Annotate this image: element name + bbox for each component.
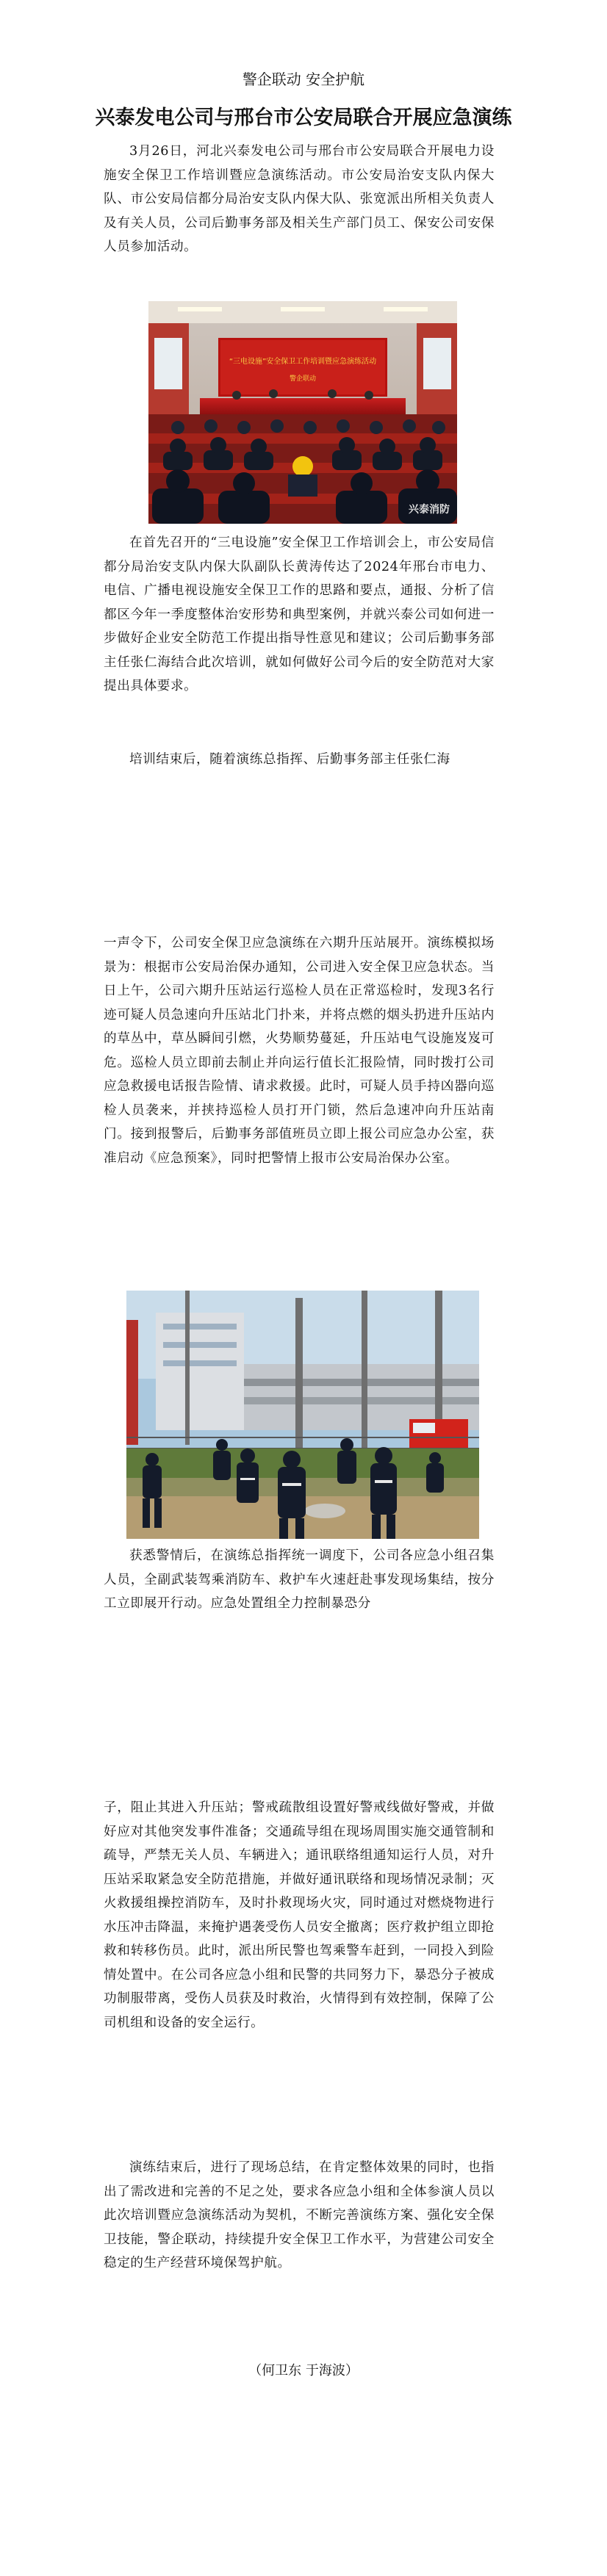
training-meeting-illustration	[148, 301, 457, 524]
paragraph-4-start: 获悉警情后，在演练总指挥统一调度下，公司各应急小组召集人员，全副武装驾乘消防车、救护车火速赶赴事发现场集结，按分工立即展开行动。应急处置组全力控制暴恐分	[104, 1548, 495, 1611]
article-subtitle: 警企联动 安全护航	[242, 71, 365, 88]
byline: （何卫东 于海波）	[248, 2363, 359, 2378]
drill-scene-photo	[126, 1291, 479, 1539]
article-title: 兴泰发电公司与邢台市公安局联合开展应急演练	[95, 107, 512, 129]
paragraph-3-start: 培训结束后，随着演练总指挥、后勤事务部主任张仁海	[129, 752, 450, 767]
banner-subtext: 警企联动	[289, 375, 317, 383]
training-meeting-photo	[148, 301, 457, 524]
paragraph-5: 演练结束后，进行了现场总结，在肯定整体效果的同时，也指出了需改进和完善的不足之处，要求各应急小组和全体参演人员以此次培训暨应急演练活动为契机，不断完善演练方案、强化安全保卫技能，警企联动，持续提升安全保卫工作水平，为营建公司安全稳定的生产经营环境保驾护航。	[104, 2160, 495, 2270]
paragraph-1: 3月26日，河北兴泰发电公司与邢台市公安局联合开展电力设施安全保卫工作培训暨应急演练活动。市公安局治安支队内保大队、市公安局信都分局治安支队内保大队、张宽派出所相关负责人及有关人员，公司后勤事务部及相关生产部门员工、保安公司安保人员参加活动。	[104, 144, 495, 254]
paragraph-2: 在首先召开的“三电设施”安全保卫工作培训会上，市公安局信都分局治安支队内保大队副队长黄涛传达了2024年邢台市电力、电信、广播电视设施安全保卫工作的思路和要点，通报、分析了信都区今年一季度整体治安形势和典型案例，并就兴泰公司如何进一步做好企业安全防范工作提出指导性意见和建议；公司后勤事务部主任张仁海结合此次培训，就如何做好公司今后的安全防范对大家提出具体要求。	[104, 535, 495, 693]
paragraph-4-continued: 子，阻止其进入升压站；警戒疏散组设置好警戒线做好警戒，并做好应对其他突发事件准备；交通疏导组在现场周围实施交通管制和疏导，严禁无关人员、车辆进入；通讯联络组通知运行人员，对升压站采取紧急安全防范措施，并做好通讯联络和现场情况录制；灭火救援组操控消防车，及时扑救现场火灾，同时通过对燃烧物进行水压冲击降温，来掩护遇袭受伤人员安全撤离；医疗救护组立即抢救和转移伤员。此时，派出所民警也驾乘警车赶到，一同投入到险情处置中。在公司各应急小组和民警的共同努力下，暴恐分子被成功制服带离，受伤人员获及时救治，火情得到有效控制，保障了公司机组和设备的安全运行。	[104, 1800, 495, 2030]
vest-text: 兴泰消防	[409, 504, 450, 516]
paragraph-3-continued: 一声令下，公司安全保卫应急演练在六期升压站展开。演练模拟场景为：根据市公安局治保办通知，公司进入安全保卫应急状态。当日上午，公司六期升压站运行巡检人员在正常巡检时，发现3名行迹可疑人员急速向升压站北门扑来，并将点燃的烟头扔进升压站内的草丛中，草丛瞬间引燃，火势顺势蔓延，升压站电气设施岌岌可危。巡检人员立即前去制止并向运行值长汇报险情，同时拨打公司应急救援电话报告险情、请求救援。此时，可疑人员手持凶器向巡检人员袭来，并挟持巡检人员打开门锁，然后急速冲向升压站南门。接到报警后，后勤事务部值班员立即上报公司应急办公室，获准启动《应急预案》，同时把警情上报市公安局治保办公室。	[104, 936, 495, 1166]
banner-text: “三电设施”安全保卫工作培训暨应急演练活动	[229, 358, 377, 366]
drill-scene-illustration	[126, 1291, 479, 1539]
